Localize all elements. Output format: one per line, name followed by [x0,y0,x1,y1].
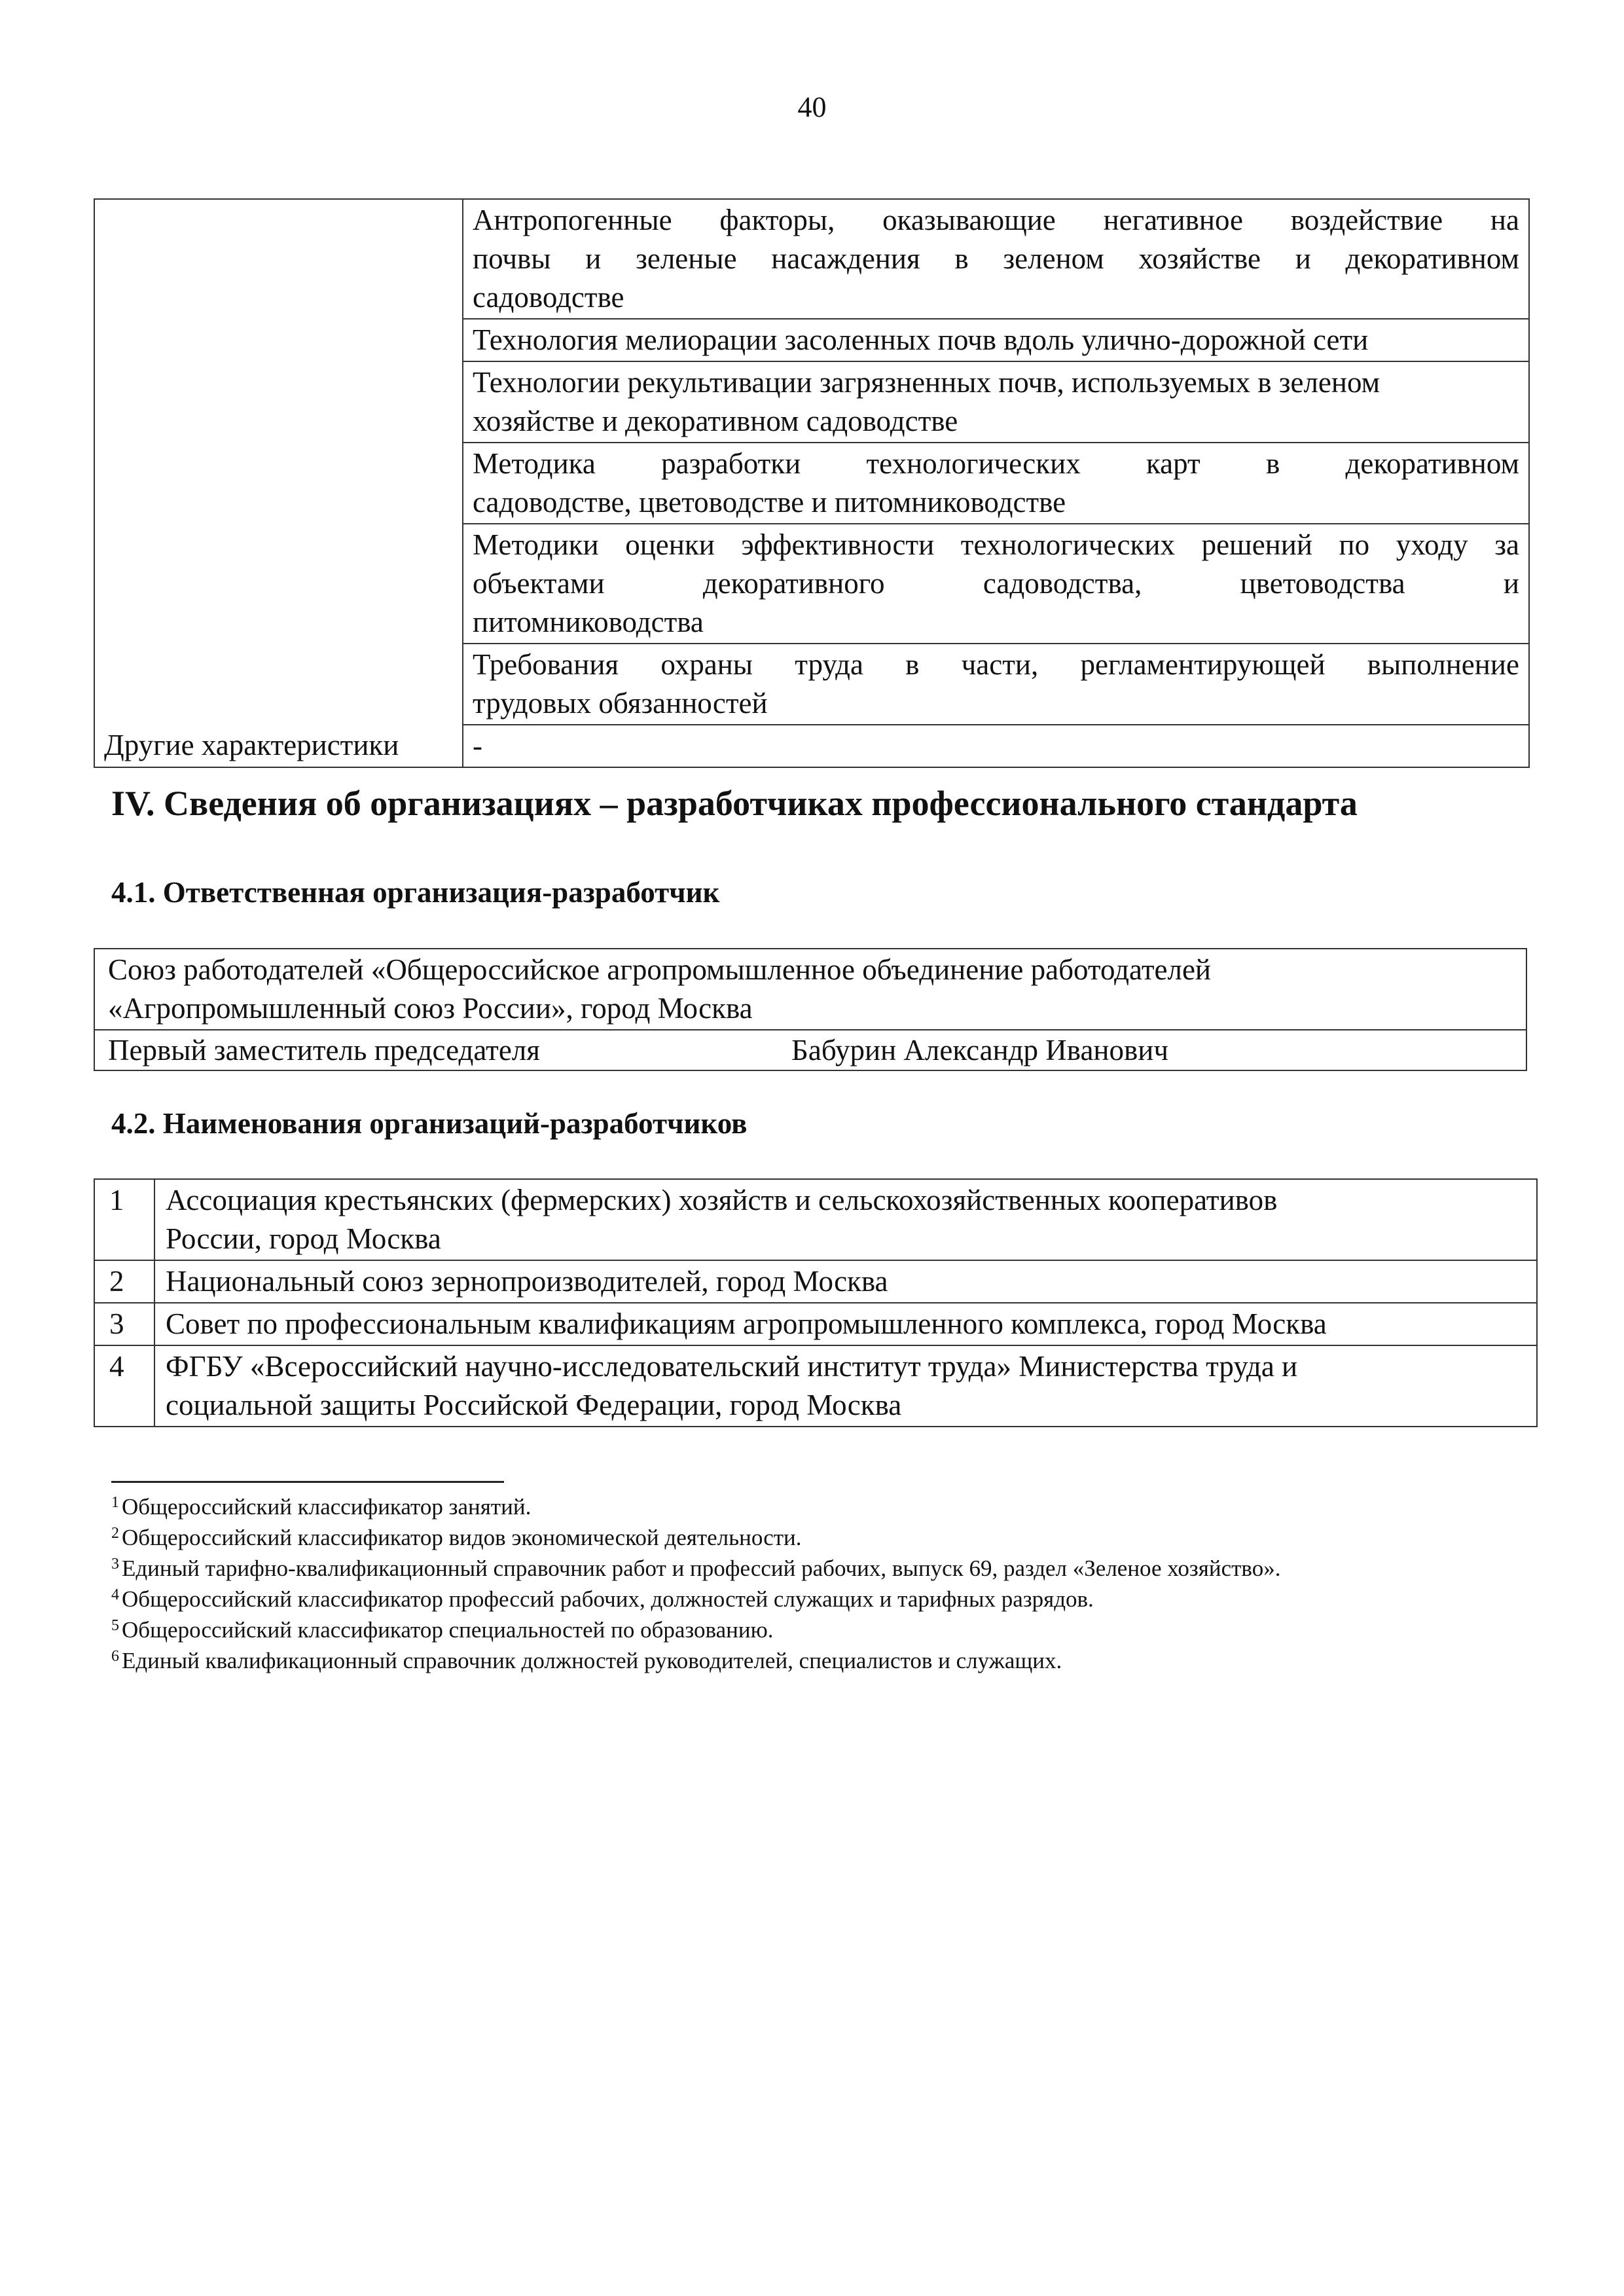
text-line: Технология мелиорации засоленных почв вдоль улично-дорожной сети [473,323,1369,356]
word: садоводства, [983,567,1142,600]
text-line: трудовых обязанностей [473,687,768,720]
footnote [111,1584,1512,1614]
word: на [1490,204,1519,236]
word: декоративном [1345,447,1519,480]
other-characteristics-value: - [463,725,1529,767]
table-row [94,1303,1537,1345]
word: технологических [866,447,1081,480]
word: насаждения [771,242,920,275]
responsible-org-heading: 4.1. Ответственная организация-разработчик [111,876,720,909]
text-line: «Агропромышленный союз России», город Москва [108,992,753,1025]
responsible-org-table [94,948,1527,1071]
word: части, [961,648,1039,681]
footnote [111,1522,1512,1553]
footnote-text: Общероссийский классификатор профессий рабочих, должностей служащих и тарифных разрядов. [122,1586,1094,1612]
row-number: 4 [94,1345,154,1427]
footnote-mark: 4 [111,1586,119,1603]
footnote-divider [111,1481,504,1483]
footnote-text: Общероссийский классификатор занятий. [122,1494,532,1520]
other-characteristics-label: Другие характеристики [94,725,463,767]
word: зеленые [636,242,737,275]
text-line: социальной защиты Российской Федерации, город Москва [166,1389,902,1421]
word: почвы [473,242,551,275]
word: зеленом [1003,242,1104,275]
word: регламентирующей [1080,648,1326,681]
word: разработки [661,447,801,480]
knowledge-cell [463,319,1529,361]
word: декоративного [702,567,885,600]
developers-heading: 4.2. Наименования организаций-разработчиков [111,1107,748,1140]
word: и [585,242,602,275]
head-person: Бабурин Александр Иванович [791,1033,1168,1066]
word: и [1295,242,1311,275]
developer-name [154,1345,1537,1427]
text-line: хозяйстве и декоративном садоводстве [473,405,958,437]
developer-name [154,1260,1537,1303]
knowledge-cell [463,524,1529,644]
word: уходу [1396,528,1468,561]
row-number: 1 [94,1179,154,1260]
footnote-text: Единый тарифно-квалификационный справочник работ и профессий рабочих, выпуск 69, раздел «Зеленое хозяйство». [122,1556,1281,1581]
head-position: Первый заместитель председателя [108,1033,540,1066]
responsible-org-head [95,1030,1526,1070]
word: в [905,648,920,681]
footnote [111,1553,1512,1584]
word: негативное [1103,204,1243,236]
text-line: Ассоциация крестьянских (фермерских) хозяйств и сельскохозяйственных кооперативов [166,1184,1278,1216]
word: эффективности [741,528,935,561]
word: оценки [625,528,715,561]
word: Требования [473,648,619,681]
word: Антропогенные [473,204,672,236]
developer-name [154,1303,1537,1345]
footnote [111,1614,1512,1645]
table-row [94,1345,1537,1427]
word: по [1339,528,1370,561]
developers-table [94,1178,1538,1427]
footnote-text: Общероссийский классификатор видов экономической деятельности. [122,1525,802,1550]
word: решений [1201,528,1312,561]
text-line: Союз работодателей «Общероссийское агропромышленное объединение работодателей [108,953,1212,986]
footnote-mark: 1 [111,1494,119,1511]
footnote-mark: 5 [111,1617,119,1634]
knowledge-row [94,199,1529,319]
footnote-mark: 2 [111,1525,119,1542]
text-line: ФГБУ «Всероссийский научно-исследовательский институт труда» Министерства труда и [166,1350,1298,1383]
knowledge-cell [463,644,1529,725]
knowledge-cell [463,361,1529,443]
word: Методика [473,447,596,480]
developer-name [154,1179,1537,1260]
text-line: России, город Москва [166,1222,441,1255]
word: оказывающие [882,204,1056,236]
text-line: Национальный союз зернопроизводителей, город Москва [166,1265,888,1298]
word: выполнение [1367,648,1519,681]
text-line: питомниководства [473,606,704,638]
knowledge-table [94,198,1530,768]
word: за [1494,528,1519,561]
footnotes [111,1491,1512,1676]
word: карт [1146,447,1200,480]
word: охраны [660,648,753,681]
footnote-text: Общероссийский классификатор специальностей по образованию. [122,1617,774,1643]
word: воздействие [1290,204,1443,236]
word: факторы, [719,204,835,236]
footnote-mark: 3 [111,1556,119,1573]
word: и [1503,567,1519,600]
footnote-mark: 6 [111,1648,119,1665]
text-line: Совет по профессиональным квалификациям агропромышленного комплекса, город Москва [166,1307,1327,1340]
word: в [954,242,969,275]
table-row [94,1179,1537,1260]
word: труда [795,648,863,681]
knowledge-cell [463,443,1529,524]
responsible-org-name [95,949,1526,1030]
word: объектами [473,567,605,600]
footnote [111,1491,1512,1522]
table-row [94,1260,1537,1303]
word: хозяйстве [1138,242,1261,275]
knowledge-cell [463,199,1529,319]
footnote-text: Единый квалификационный справочник должностей руководителей, специалистов и служащих. [122,1648,1062,1673]
word: в [1266,447,1280,480]
footnote [111,1645,1512,1676]
word: Методики [473,528,599,561]
section-heading: IV. Сведения об организациях – разработчиках профессионального стандарта [111,784,1358,823]
other-characteristics-row [94,725,1529,767]
word: цветоводства [1240,567,1405,600]
word: технологических [960,528,1175,561]
text-line: садоводстве [473,281,624,314]
text-line: садоводстве, цветоводстве и питомниководстве [473,486,1066,519]
page-number: 40 [797,91,827,123]
word: декоративном [1345,242,1519,275]
text-line: Технологии рекультивации загрязненных почв, используемых в зеленом [473,366,1380,399]
row-number: 3 [94,1303,154,1345]
empty-label-cell [94,199,463,725]
row-number: 2 [94,1260,154,1303]
